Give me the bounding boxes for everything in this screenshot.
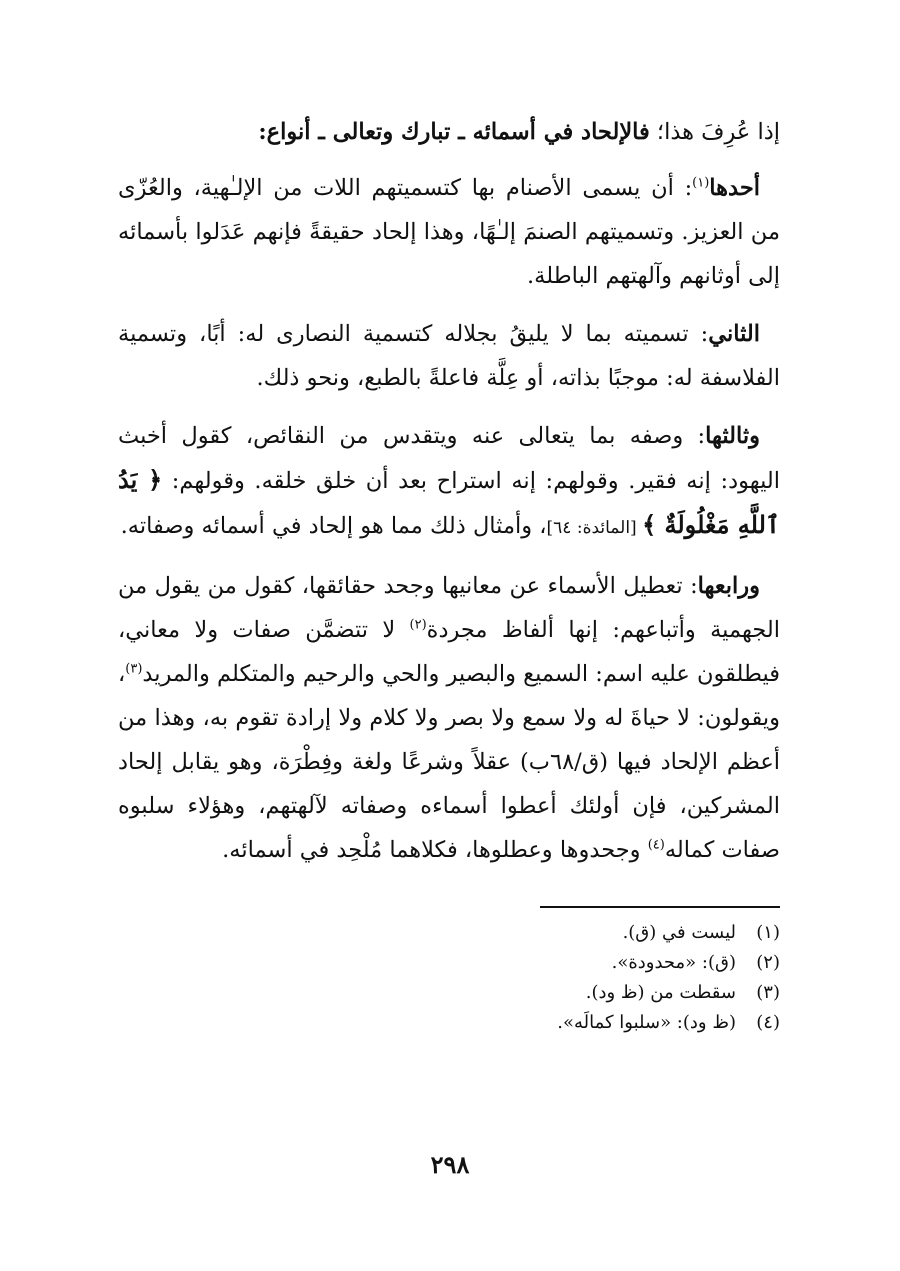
paragraph-fourth [118, 564, 780, 872]
paragraph-text: لا تتضمَّن صفات ولا معاني، فيطلقون عليه اسم: السميع والبصير والحي والرحيم والمتكلم والمريد [118, 617, 780, 687]
heading-intro: إذا عُرِفَ هذا؛ [649, 119, 780, 145]
paragraph-text: : تعطيل الأسماء عن معانيها وجحد حقائقها، كقول من يقول من الجهمية وأتباعهم: إنها ألفاظ مجردة [118, 573, 780, 643]
footnote-item [118, 978, 780, 1008]
paragraph-first [118, 166, 780, 298]
section-heading [118, 110, 780, 154]
footnote-text: (ق): «محدودة». [611, 952, 736, 973]
heading-bold: فالإلحاد في أسمائه ـ تبارك وتعالى ـ أنواع: [258, 119, 650, 145]
footnote-text: ليست في (ق). [622, 922, 736, 943]
footnote-ref-2[interactable]: (٢) [409, 617, 427, 633]
paragraph-text: ، وأمثال ذلك مما هو إلحاد في أسمائه وصفاته. [120, 513, 547, 539]
paragraph-label: وثالثها [705, 423, 760, 449]
footnote-number: (١) [756, 922, 780, 943]
footnote-item [118, 918, 780, 948]
footnote-text: (ظ ود): «سلبوا كمالَه». [557, 1012, 736, 1033]
footnotes [118, 918, 780, 1038]
paragraph-text: : تسميته بما لا يليقُ بجلاله كتسمية النصارى له: أبًا، وتسمية الفلاسفة له: موجبًا بذاته، أو عِلَّة فاعلةً بالطبع، ونحو ذلك. [118, 321, 780, 391]
footnote-ref-4[interactable]: (٤) [647, 837, 665, 853]
footnote-item [118, 948, 780, 978]
footnote-number: (٢) [756, 952, 780, 973]
footnote-divider [540, 906, 780, 908]
footnote-number: (٤) [756, 1012, 780, 1033]
paragraph-label: الثاني [708, 321, 760, 347]
paragraph-label: أحدها [709, 175, 760, 201]
footnote-text: سقطت من (ظ ود). [585, 982, 736, 1003]
quran-verse: ﴿ يَدُ ٱللَّهِ مَغْلُولَةٌ ﴾ [118, 465, 780, 539]
page-number: ٢٩٨ [430, 1150, 470, 1179]
paragraph-label: ورابعها [697, 573, 760, 599]
main-text [118, 110, 780, 872]
footnote-ref-3[interactable]: (٣) [125, 661, 143, 677]
footnote-item [118, 1008, 780, 1038]
footnote-number: (٣) [756, 982, 780, 1003]
paragraph-second [118, 312, 780, 400]
paragraph-third [118, 414, 780, 550]
paragraph-text: ، ويقولون: لا حياةَ له ولا سمع ولا بصر ولا كلام ولا إرادة تقوم به، وهذا من أعظم الإلحاد فيها (ق/٦٨ب) عقلاً وشرعًا ولغة وفِطْرَة، وهو يقابل إلحاد المشركين، فإن أولئك أعطوا أسماءه وصفاته لآلهتهم، وهؤلاء سلبوه صفات كماله [118, 661, 780, 863]
paragraph-text: : أن يسمى الأصنام بها كتسميتهم اللات من الإلـٰهية، والعُزّى من العزيز. وتسميتهم الصنمَ إلـٰهًا، وهذا إلحاد حقيقةً فإنهم عَدَلوا بأسمائه إلى أوثانهم وآلهتهم الباطلة. [118, 175, 780, 289]
footnote-ref-1[interactable]: (١) [692, 175, 710, 191]
paragraph-text: : وصفه بما يتعالى عنه ويتقدس من النقائص، كقول أخبث اليهود: إنه فقير. وقولهم: إنه استراح بعد أن خلق خلقه. وقولهم: [118, 423, 780, 494]
quran-reference: [المائدة: ٦٤] [546, 518, 643, 538]
paragraph-text: وجحدوها وعطلوها، فكلاهما مُلْحِد في أسمائه. [222, 837, 648, 863]
